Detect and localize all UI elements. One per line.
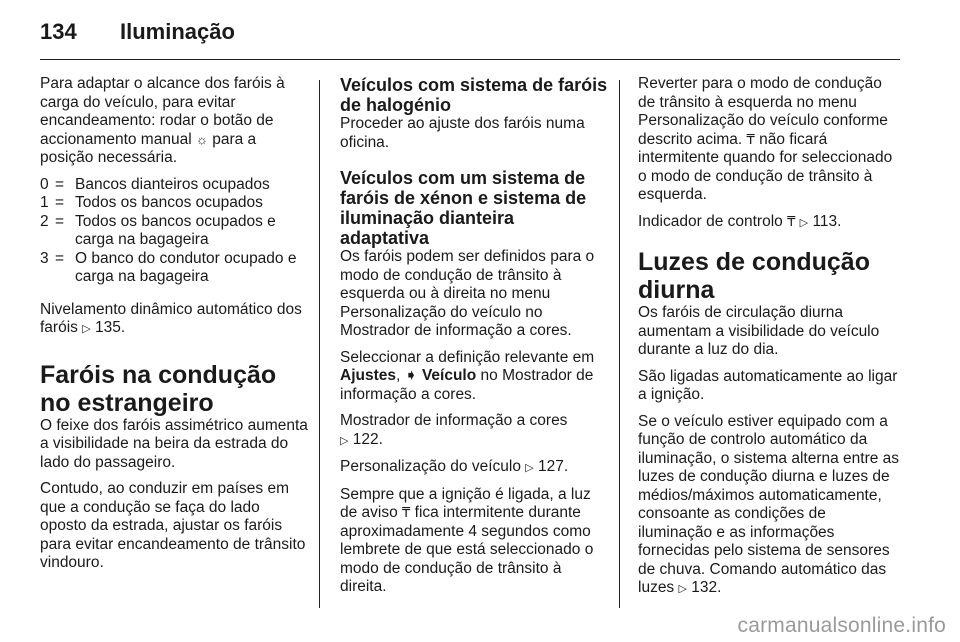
page-reference: 122 bbox=[352, 430, 379, 448]
page-reference: 135 bbox=[95, 319, 121, 336]
list-item: 0 = Bancos dianteiros ocupados bbox=[40, 175, 270, 193]
dynamic-leveling-paragraph: Nivelamento dinâmico automático dos faróis ▷ 135. bbox=[40, 300, 302, 336]
reference-arrow-icon: ▷ bbox=[799, 216, 809, 229]
page-number: 134 bbox=[40, 19, 77, 44]
list-item: 1 = Todos os bancos ocupados bbox=[40, 194, 263, 211]
intro-paragraph: Para adaptar o alcance dos faróis à carga do veículo, para evitar encandeamento: rodar o botão de accionamento manual ☼ para a posição necessária. bbox=[40, 75, 285, 166]
halogen-paragraph: Proceder ao ajuste dos faróis numa oficina. bbox=[340, 115, 585, 151]
column-divider-left bbox=[319, 80, 320, 608]
menu-path-settings: Ajustes bbox=[340, 367, 396, 384]
reference-arrow-icon: ▷ bbox=[82, 323, 91, 335]
page-title: Iluminação bbox=[120, 19, 235, 44]
xenon-paragraph: Os faróis podem ser definidos para o modo de condução de trânsito à esquerda ou à direita no menu Personalização do veículo no Mostrador de informação a cores. bbox=[340, 248, 595, 339]
asymmetric-beam-paragraph: O feixe dos faróis assimétrico aumenta a visibilidade na beira da estrada do lado do passageiro. bbox=[40, 416, 308, 471]
reference-arrow-icon: ▷ bbox=[678, 583, 687, 595]
page-reference: 127 bbox=[538, 458, 564, 475]
menu-arrow-icon: ➧ bbox=[404, 367, 418, 384]
reference-arrow-icon: ▷ bbox=[525, 462, 534, 474]
column-1 bbox=[40, 75, 308, 581]
subheading-xenon: Veículos com um sistema de faróis de xénon e sistema de iluminação dianteira adaptativa bbox=[340, 168, 587, 248]
reference-arrow-icon: ▷ bbox=[340, 434, 349, 447]
page-reference: 113 bbox=[812, 212, 838, 230]
indicator-paragraph: Indicador de controlo ₸ ▷ 113. bbox=[638, 212, 842, 230]
column-3 bbox=[638, 75, 902, 607]
headlamp-warning-light-icon: ₸ bbox=[402, 505, 411, 520]
headlamp-warning-light-icon: ₸ bbox=[746, 131, 755, 147]
ignition-warning-paragraph: Sempre que a ignição é ligada, a luz de aviso ₸ fica intermitente durante aproximadamente 4 segundos como lembrete de que está seleccionado o modo de condução de trânsito à direita. bbox=[340, 485, 594, 595]
load-settings-list bbox=[40, 176, 308, 287]
section-heading-abroad: Faróis na condução no estrangeiro bbox=[40, 360, 277, 417]
list-item: 3 = O banco do condutor ocupado e carga na bagageira bbox=[40, 249, 297, 285]
subheading-halogen: Veículos com sistema de faróis de halogénio bbox=[340, 75, 608, 115]
headlamp-warning-light-icon: ₸ bbox=[787, 213, 796, 229]
personalization-reference-paragraph: Personalização do veículo ▷ 127. bbox=[340, 458, 569, 475]
auto-on-paragraph: São ligadas automaticamente ao ligar a ignição. bbox=[638, 367, 898, 403]
list-item: 2 = Todos os bancos ocupados e carga na bagageira bbox=[40, 212, 276, 248]
headlamp-range-icon: ☼ bbox=[195, 131, 208, 147]
menu-path-vehicle: Veículo bbox=[421, 367, 477, 384]
watermark: carmanualsonline.info bbox=[737, 614, 946, 637]
select-setting-paragraph: Seleccionar a definição relevante em Ajustes, ➧ Veículo no Mostrador de informação a cores. bbox=[340, 348, 595, 403]
column-2 bbox=[340, 75, 608, 605]
column-divider-right bbox=[619, 80, 620, 608]
section-heading-daytime-lights: Luzes de condução diurna bbox=[638, 248, 870, 304]
header-rule bbox=[40, 59, 900, 60]
revert-paragraph: Reverter para o modo de condução de trânsito à esquerda no menu Personalização do veículo conforme descrito acima. ₸ não ficará intermitente quando for seleccionado o modo de condução de trânsito à esquerda. bbox=[638, 75, 893, 203]
auto-light-control-paragraph: Se o veículo estiver equipado com a função de controlo automático da iluminação, o sistema alterna entre as luzes de condução diurna e luzes de médios/máximos automaticamente, consoante as condições de iluminação e as informações fornecidas pelo sistema de sensores de chuva. Comando automático das luzes ▷ 132. bbox=[638, 412, 900, 596]
page-header bbox=[40, 19, 235, 45]
abroad-adjust-paragraph: Contudo, ao conduzir em países em que a condução se faça do lado oposto da estrada, ajustar os faróis para evitar encandeamento de trânsito vindouro. bbox=[40, 480, 306, 571]
display-reference-paragraph: Mostrador de informação a cores ▷ 122. bbox=[340, 412, 568, 448]
page-reference: 132 bbox=[691, 579, 718, 596]
daytime-lights-paragraph: Os faróis de circulação diurna aumentam a visibilidade do veículo durante a luz do dia. bbox=[638, 304, 880, 358]
